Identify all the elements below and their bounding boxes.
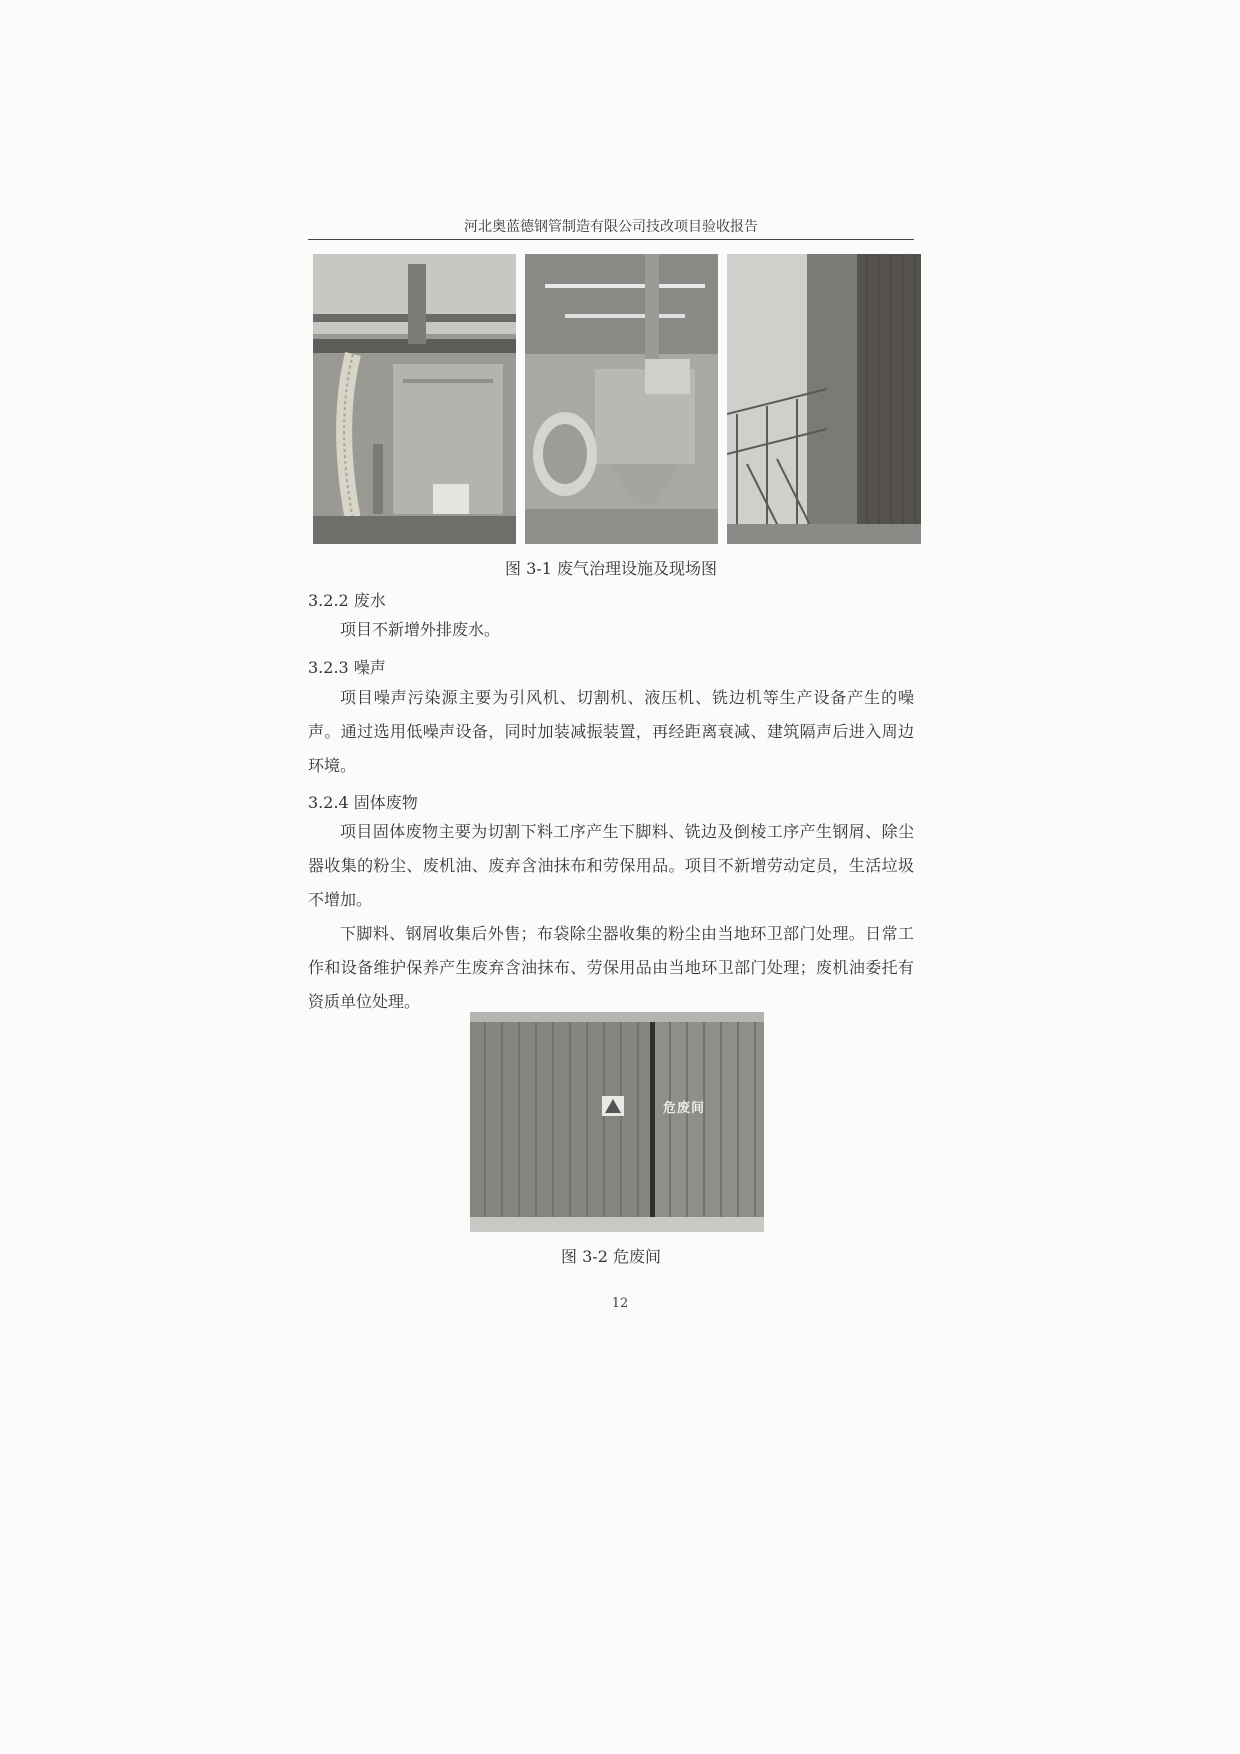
photo-hazardous-waste-room — [470, 1012, 764, 1232]
photo-dust-collector — [313, 254, 516, 544]
figure-3-1-caption: 图 3-1 废气治理设施及现场图 — [505, 559, 717, 578]
heading-3-2-3: 3.2.3 噪声 — [308, 658, 386, 677]
hazardous-waste-sign: 危废间 — [663, 1101, 706, 1116]
paragraph-noise: 项目噪声污染源主要为引风机、切割机、液压机、铣边机等生产设备产生的噪声。通过选用低噪声设备，同时加装减振装置，再经距离衰减、建筑隔声后进入周边环境。 — [308, 688, 914, 775]
paragraph-solid-waste-1: 项目固体废物主要为切割下料工序产生下脚料、铣边及倒棱工序产生钢屑、除尘器收集的粉尘、废机油、废弃含油抹布和劳保用品。项目不新增劳动定员，生活垃圾不增加。 — [308, 822, 914, 909]
header-divider — [308, 239, 914, 240]
page-number: 12 — [611, 1296, 629, 1311]
paragraph-wastewater: 项目不新增外排废水。 — [340, 620, 501, 639]
heading-3-2-4: 3.2.4 固体废物 — [308, 793, 418, 812]
figure-3-2-caption: 图 3-2 危废间 — [561, 1247, 661, 1266]
photo-bag-filter — [525, 254, 718, 544]
photo-exhaust-stack — [727, 254, 921, 544]
heading-3-2-2: 3.2.2 废水 — [308, 591, 386, 610]
page-header-title: 河北奥蓝德钢管制造有限公司技改项目验收报告 — [464, 219, 758, 235]
paragraph-solid-waste-2: 下脚料、钢屑收集后外售；布袋除尘器收集的粉尘由当地环卫部门处理。日常工作和设备维护保养产生废弃含油抹布、劳保用品由当地环卫部门处理；废机油委托有资质单位处理。 — [308, 924, 914, 1011]
